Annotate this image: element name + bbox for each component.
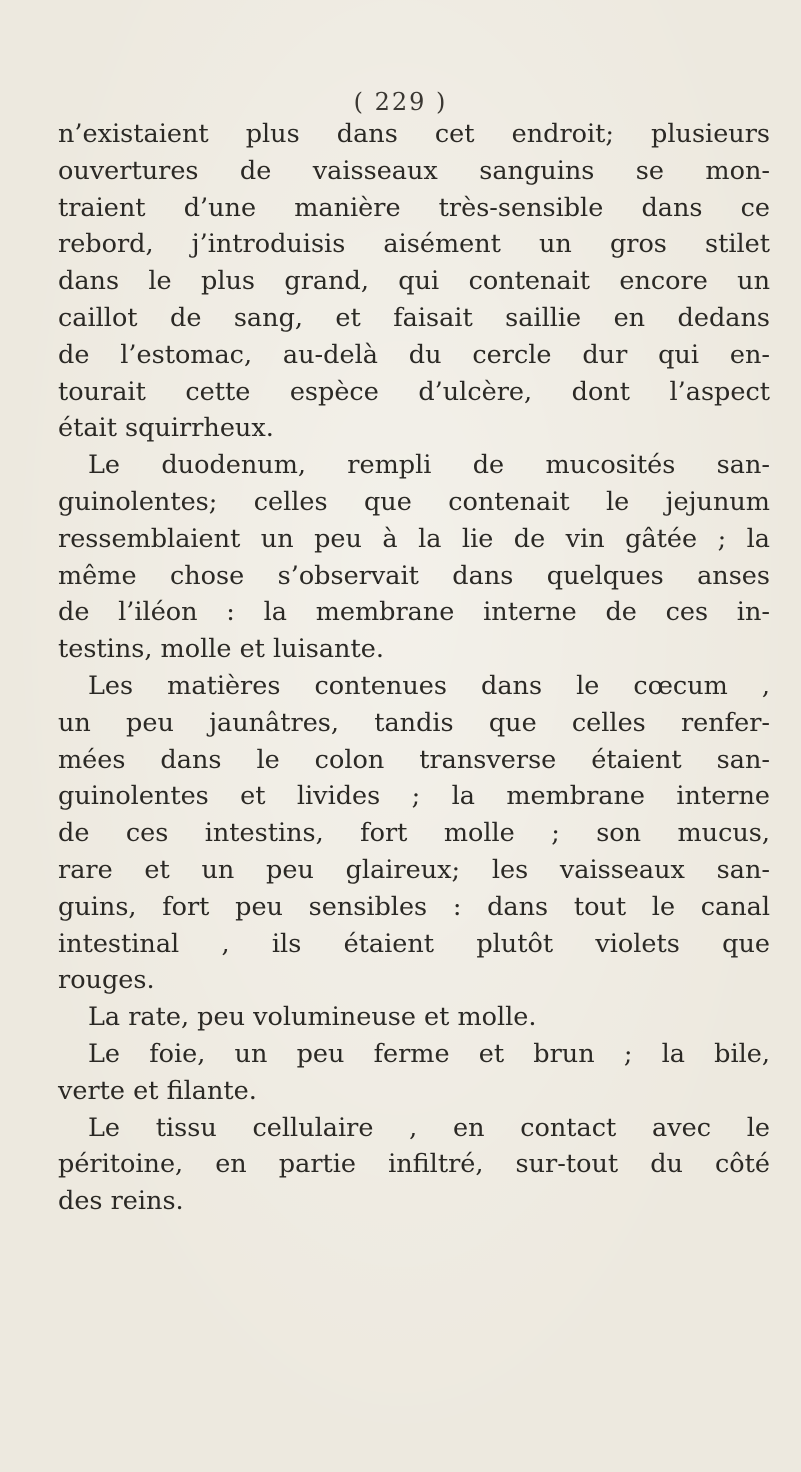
text-line: péritoine, en partie infiltré, sur-tout du côté [58,1149,770,1180]
text-line: était squirrheux. [58,413,274,444]
text-line: La rate, peu volumineuse et molle. [88,1002,537,1033]
text-line: même chose s’observait dans quelques anses [58,560,770,591]
text-line: ouvertures de vaisseaux sanguins se mon- [58,155,770,186]
text-line: guinolentes; celles que contenait le jejunum [58,486,770,517]
text-line: de ces intestins, fort molle ; son mucus, [58,818,770,849]
text-line: n’existaient plus dans cet endroit; plusieurs [58,119,770,149]
text-line: intestinal , ils étaient plutôt violets que [58,928,770,959]
body-text [58,116,770,1220]
text-line: traient d’une manière très-sensible dans ce [58,192,770,223]
text-line: testins, molle et luisante. [58,634,384,665]
text-line: verte et filante. [58,1075,257,1106]
text-line: des reins. [58,1186,184,1217]
text-line: rare et un peu glaireux; les vaisseaux san- [58,854,770,885]
text-line: de l’iléon : la membrane interne de ces in- [58,597,770,628]
text-line: mées dans le colon transverse étaient san- [58,744,770,775]
text-line: guinolentes et livides ; la membrane interne [58,781,770,812]
text-line: tourait cette espèce d’ulcère, dont l’aspect [58,376,770,407]
text-line: caillot de sang, et faisait saillie en dedans [58,302,770,333]
page-number: ( 229 ) [353,88,448,116]
text-line: Le foie, un peu ferme et brun ; la bile, [88,1038,770,1069]
text-line: Les matières contenues dans le cœcum , [88,670,770,701]
text-line: ressemblaient un peu à la lie de vin gâtée ; la [58,523,770,554]
text-line: Le tissu cellulaire , en contact avec le [88,1112,770,1143]
text-line: rouges. [58,965,155,996]
text-line: guins, fort peu sensibles : dans tout le canal [58,891,770,922]
text-line: dans le plus grand, qui contenait encore un [58,266,770,297]
text-line: un peu jaunâtres, tandis que celles renfer- [58,707,770,738]
text-line: rebord, j’introduisis aisément un gros stilet [58,229,770,260]
text-line: Le duodenum, rempli de mucosités san- [88,450,770,481]
text-line: de l’estomac, au-delà du cercle dur qui en- [58,339,770,370]
